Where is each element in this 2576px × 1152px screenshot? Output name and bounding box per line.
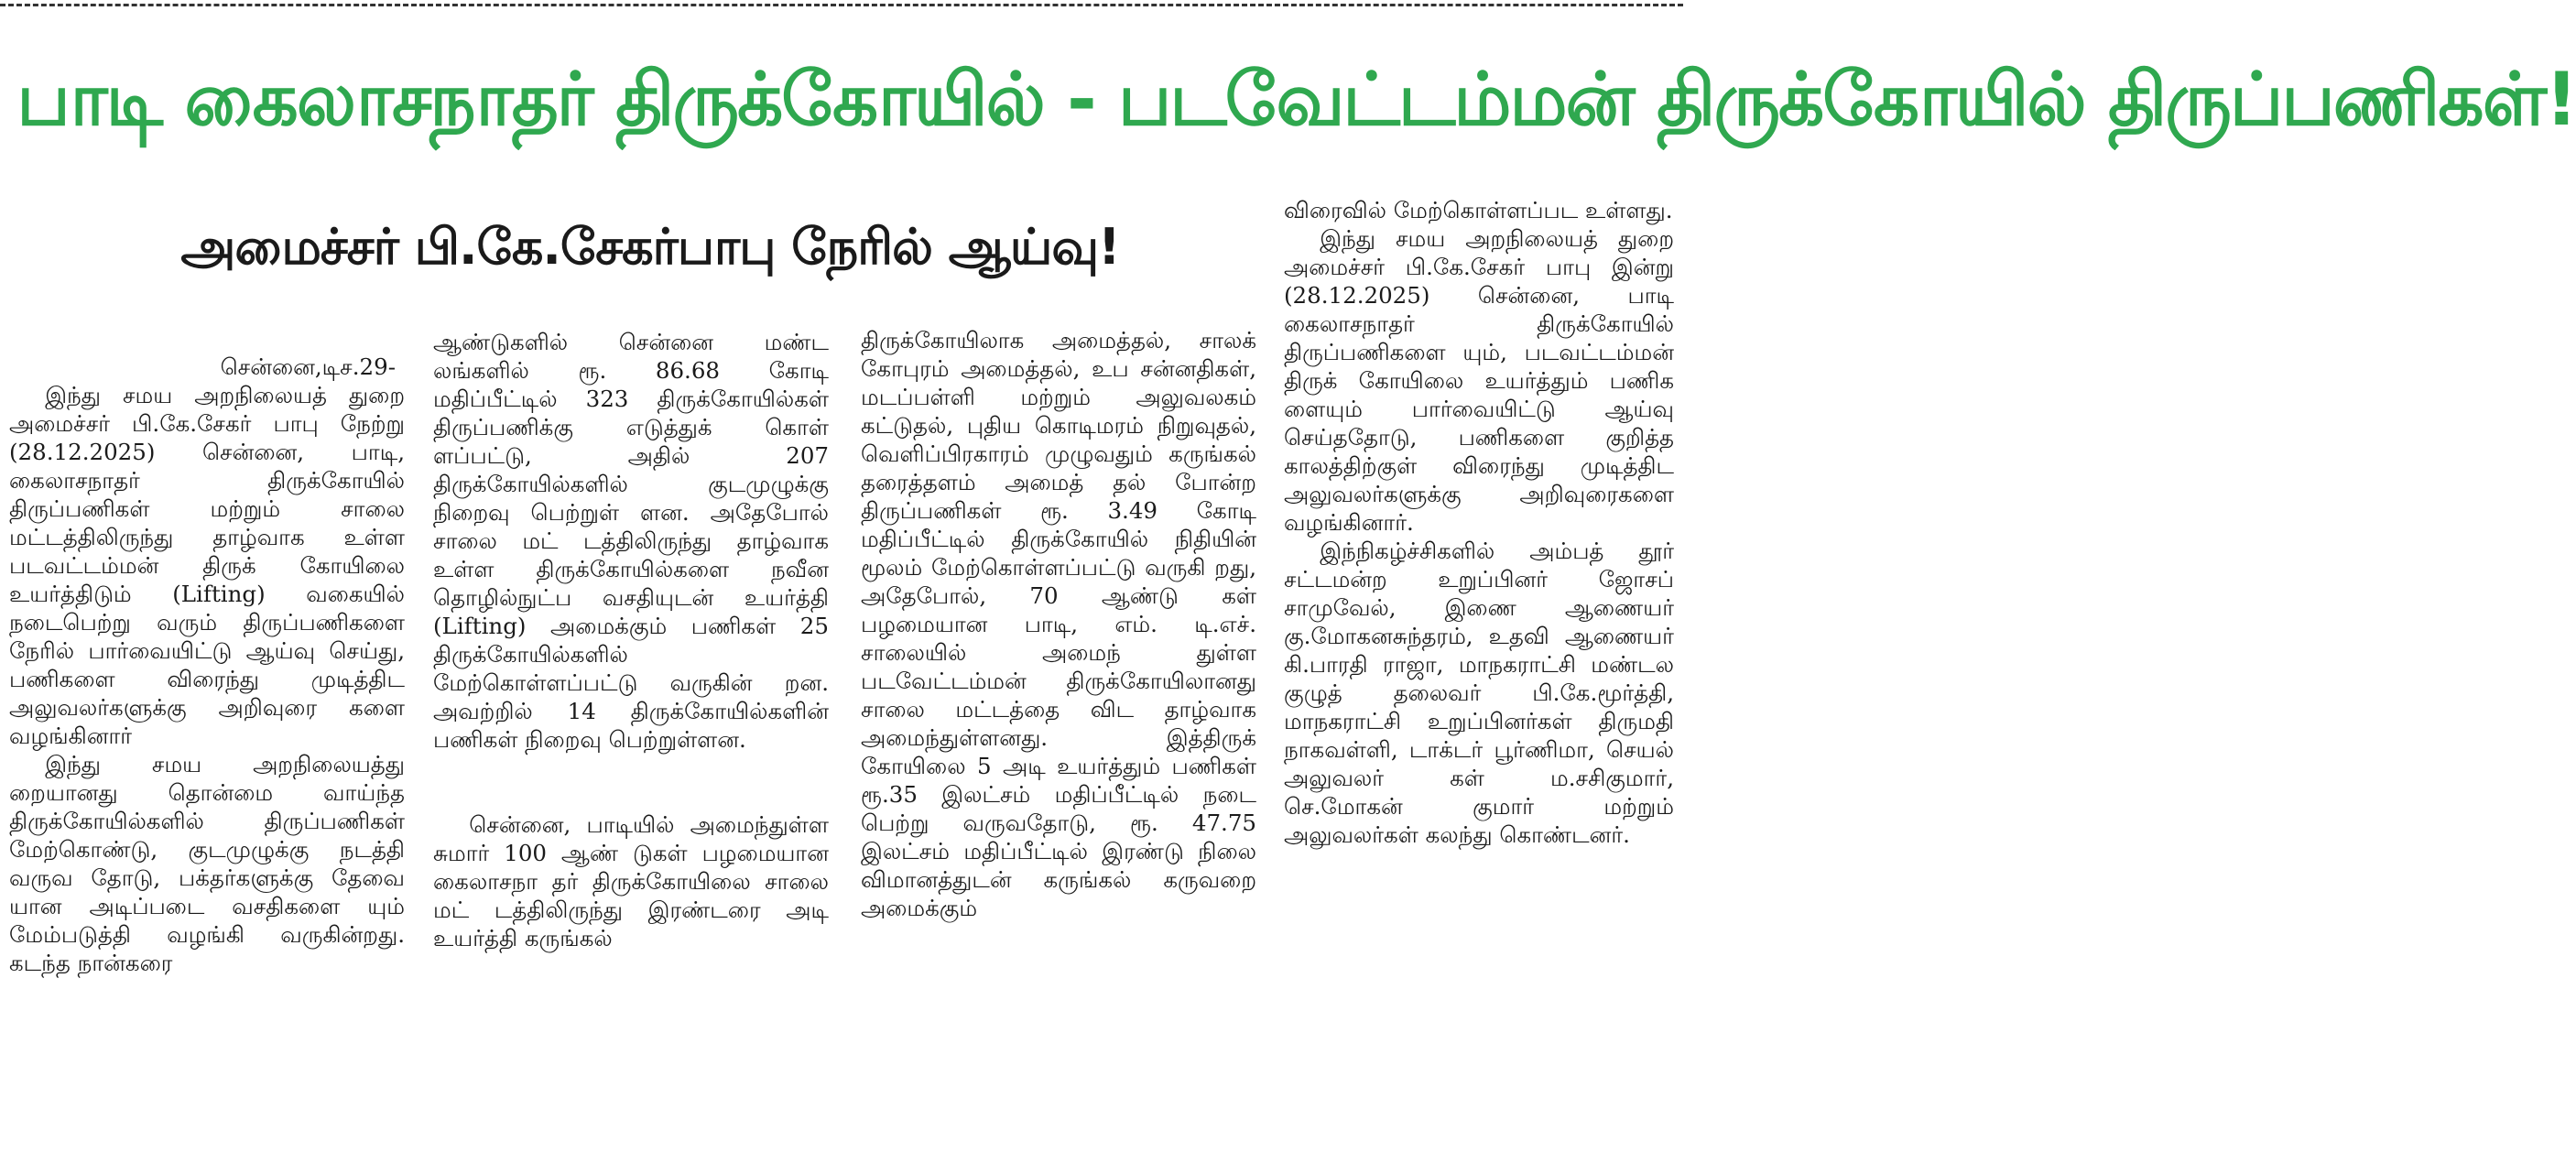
paragraph: இந்து சமய அறநிலையத் துறை அமைச்சர் பி.கே.சேகர் பாபு இன்று (28.12.2025) சென்னை, பாடி கைலாசநாதர் திருக்கோயில் திருப்பணிகளை யும், படவட்டம்மன் திருக் கோயிலை உயர்த்தும் பணிக ளையும் பார்வையிட்டு ஆய்வு செய்ததோடு, பணிகளை குறித்த காலத்திற்குள் விரைந்து முடித்திட அலுவலர்களுக்கு அறிவுரைகளை வழங்கினார். <box>1284 225 1674 536</box>
paragraph: ஆண்டுகளில் சென்னை மண்ட லங்களில் ரூ. 86.68 கோடி மதிப்பீட்டில் 323 திருக்கோயில்கள் திருப்பணிக்கு எடுத்துக் கொள் ளப்பட்டு, அதில் 207 திருக்கோயில்களில் குடமுழுக்கு நிறைவு பெற்றுள் ளன. அதேபோல் சாலை மட் டத்திலிருந்து தாழ்வாக உள்ள திருக்கோயில்களை நவீன தொழில்நுட்ப வசதியுடன் உயர்த்தி (Lifting) அமைக்கும் பணிகள் 25 திருக்கோயில்களில் மேற்கொள்ளப்பட்டு வருகின் றன. அவற்றில் 14 திருக்கோயில்களின் பணிகள் நிறைவு பெற்றுள்ளன. <box>433 329 829 753</box>
paragraph: இந்நிகழ்ச்சிகளில் அம்பத் தூர் சட்டமன்ற உறுப்பினர் ஜோசப் சாமுவேல், இணை ஆணையர் கு.மோகனசுந்தரம், உதவி ஆணையர் கி.பாரதி ராஜா, மாநகராட்சி மண்டல குழுத் தலைவர் பி.கே.மூர்த்தி, மாநகராட்சி உறுப்பினர்கள் திருமதி நாகவள்ளி, டாக்டர் பூர்ணிமா, செயல் அலுவலர் கள் ம.சசிகுமார், செ.மோகன் குமார் மற்றும் அலுவலர்கள் கலந்து கொண்டனர். <box>1284 538 1674 848</box>
paragraph: சென்னை, பாடியில் அமைந்துள்ள சுமார் 100 ஆண் டுகள் பழமையான கைலாசநா தர் திருக்கோயிலை சாலை மட் டத்திலிருந்து இரண்டரை அடி உயர்த்தி கருங்கல் <box>433 811 829 951</box>
subheadline: அமைச்சர் பி.கே.சேகர்பாபு நேரில் ஆய்வு! <box>180 218 1120 276</box>
paragraph: திருக்கோயிலாக அமைத்தல், சாலக் கோபுரம் அமைத்தல், உப சன்னதிகள், மடப்பள்ளி மற்றும் அலுவலகம் கட்டுதல், புதிய கொடிமரம் நிறுவுதல், வெளிப்பிரகாரம் முழுவதும் கருங்கல் தரைத்தளம் அமைத் தல் போன்ற திருப்பணிகள் ரூ. 3.49 கோடி மதிப்பீட்டில் திருக்கோயில் நிதியின் மூலம் மேற்கொள்ளப்பட்டு வருகி றது, அதேபோல், 70 ஆண்டு கள் பழமையான பாடி, எம். டி.எச். சாலையில் அமைந் துள்ள படவேட்டம்மன் திருக்கோயிலானது சாலை மட்டத்தை விட தாழ்வாக அமைந்துள்ளனது. இத்திருக் கோயிலை 5 அடி உயர்த்தும் பணிகள் ரூ.35 இலட்சம் மதிப்பீட்டில் நடை பெற்று வருவதோடு, ரூ. 47.75 இலட்சம் மதிப்பீட்டில் இரண்டு நிலை விமானத்துடன் கருங்கல் கருவறை அமைக்கும் <box>861 327 1256 921</box>
article-column-4 <box>1284 196 1674 849</box>
article-column-3 <box>861 326 1256 922</box>
paragraph: விரைவில் மேற்கொள்ளப்பட உள்ளது. <box>1284 197 1673 223</box>
paragraph: இந்து சமய அறநிலையத் துறை அமைச்சர் பி.கே.சேகர் பாபு நேற்று (28.12.2025) சென்னை, பாடி, கைலாசநாதர் திருக்கோயில் திருப்பணிகள் மற்றும் சாலை மட்டத்திலிருந்து தாழ்வாக உள்ள படவட்டம்மன் திருக் கோயிலை உயர்த்திடும் (Lifting) வகையில் நடைபெற்று வரும் திருப்பணிகளை நேரில் பார்வையிட்டு ஆய்வு செய்து, பணிகளை விரைந்து முடித்திட அலுவலர்களுக்கு அறிவுரை களை வழங்கினார் <box>9 382 405 749</box>
article-column-1 <box>9 353 405 977</box>
headline: பாடி கைலாசநாதர் திருக்கோயில் - படவேட்டம்மன் திருக்கோயில் திருப்பணிகள்! <box>16 57 2576 142</box>
paragraph: இந்து சமய அறநிலையத்து றையானது தொன்மை வாய்ந்த திருக்கோயில்களில் திருப்பணிகள் மேற்கொண்டு, குடமுழுக்கு நடத்தி வருவ தோடு, பக்தர்களுக்கு தேவை யான அடிப்படை வசதிகளை யும் மேம்படுத்தி வழங்கி வருகின்றது. கடந்த நான்கரை <box>9 751 405 976</box>
dateline: சென்னை,டிச.29- <box>220 353 396 380</box>
article-column-2 <box>433 328 829 952</box>
dashed-cut-line <box>0 4 1683 6</box>
